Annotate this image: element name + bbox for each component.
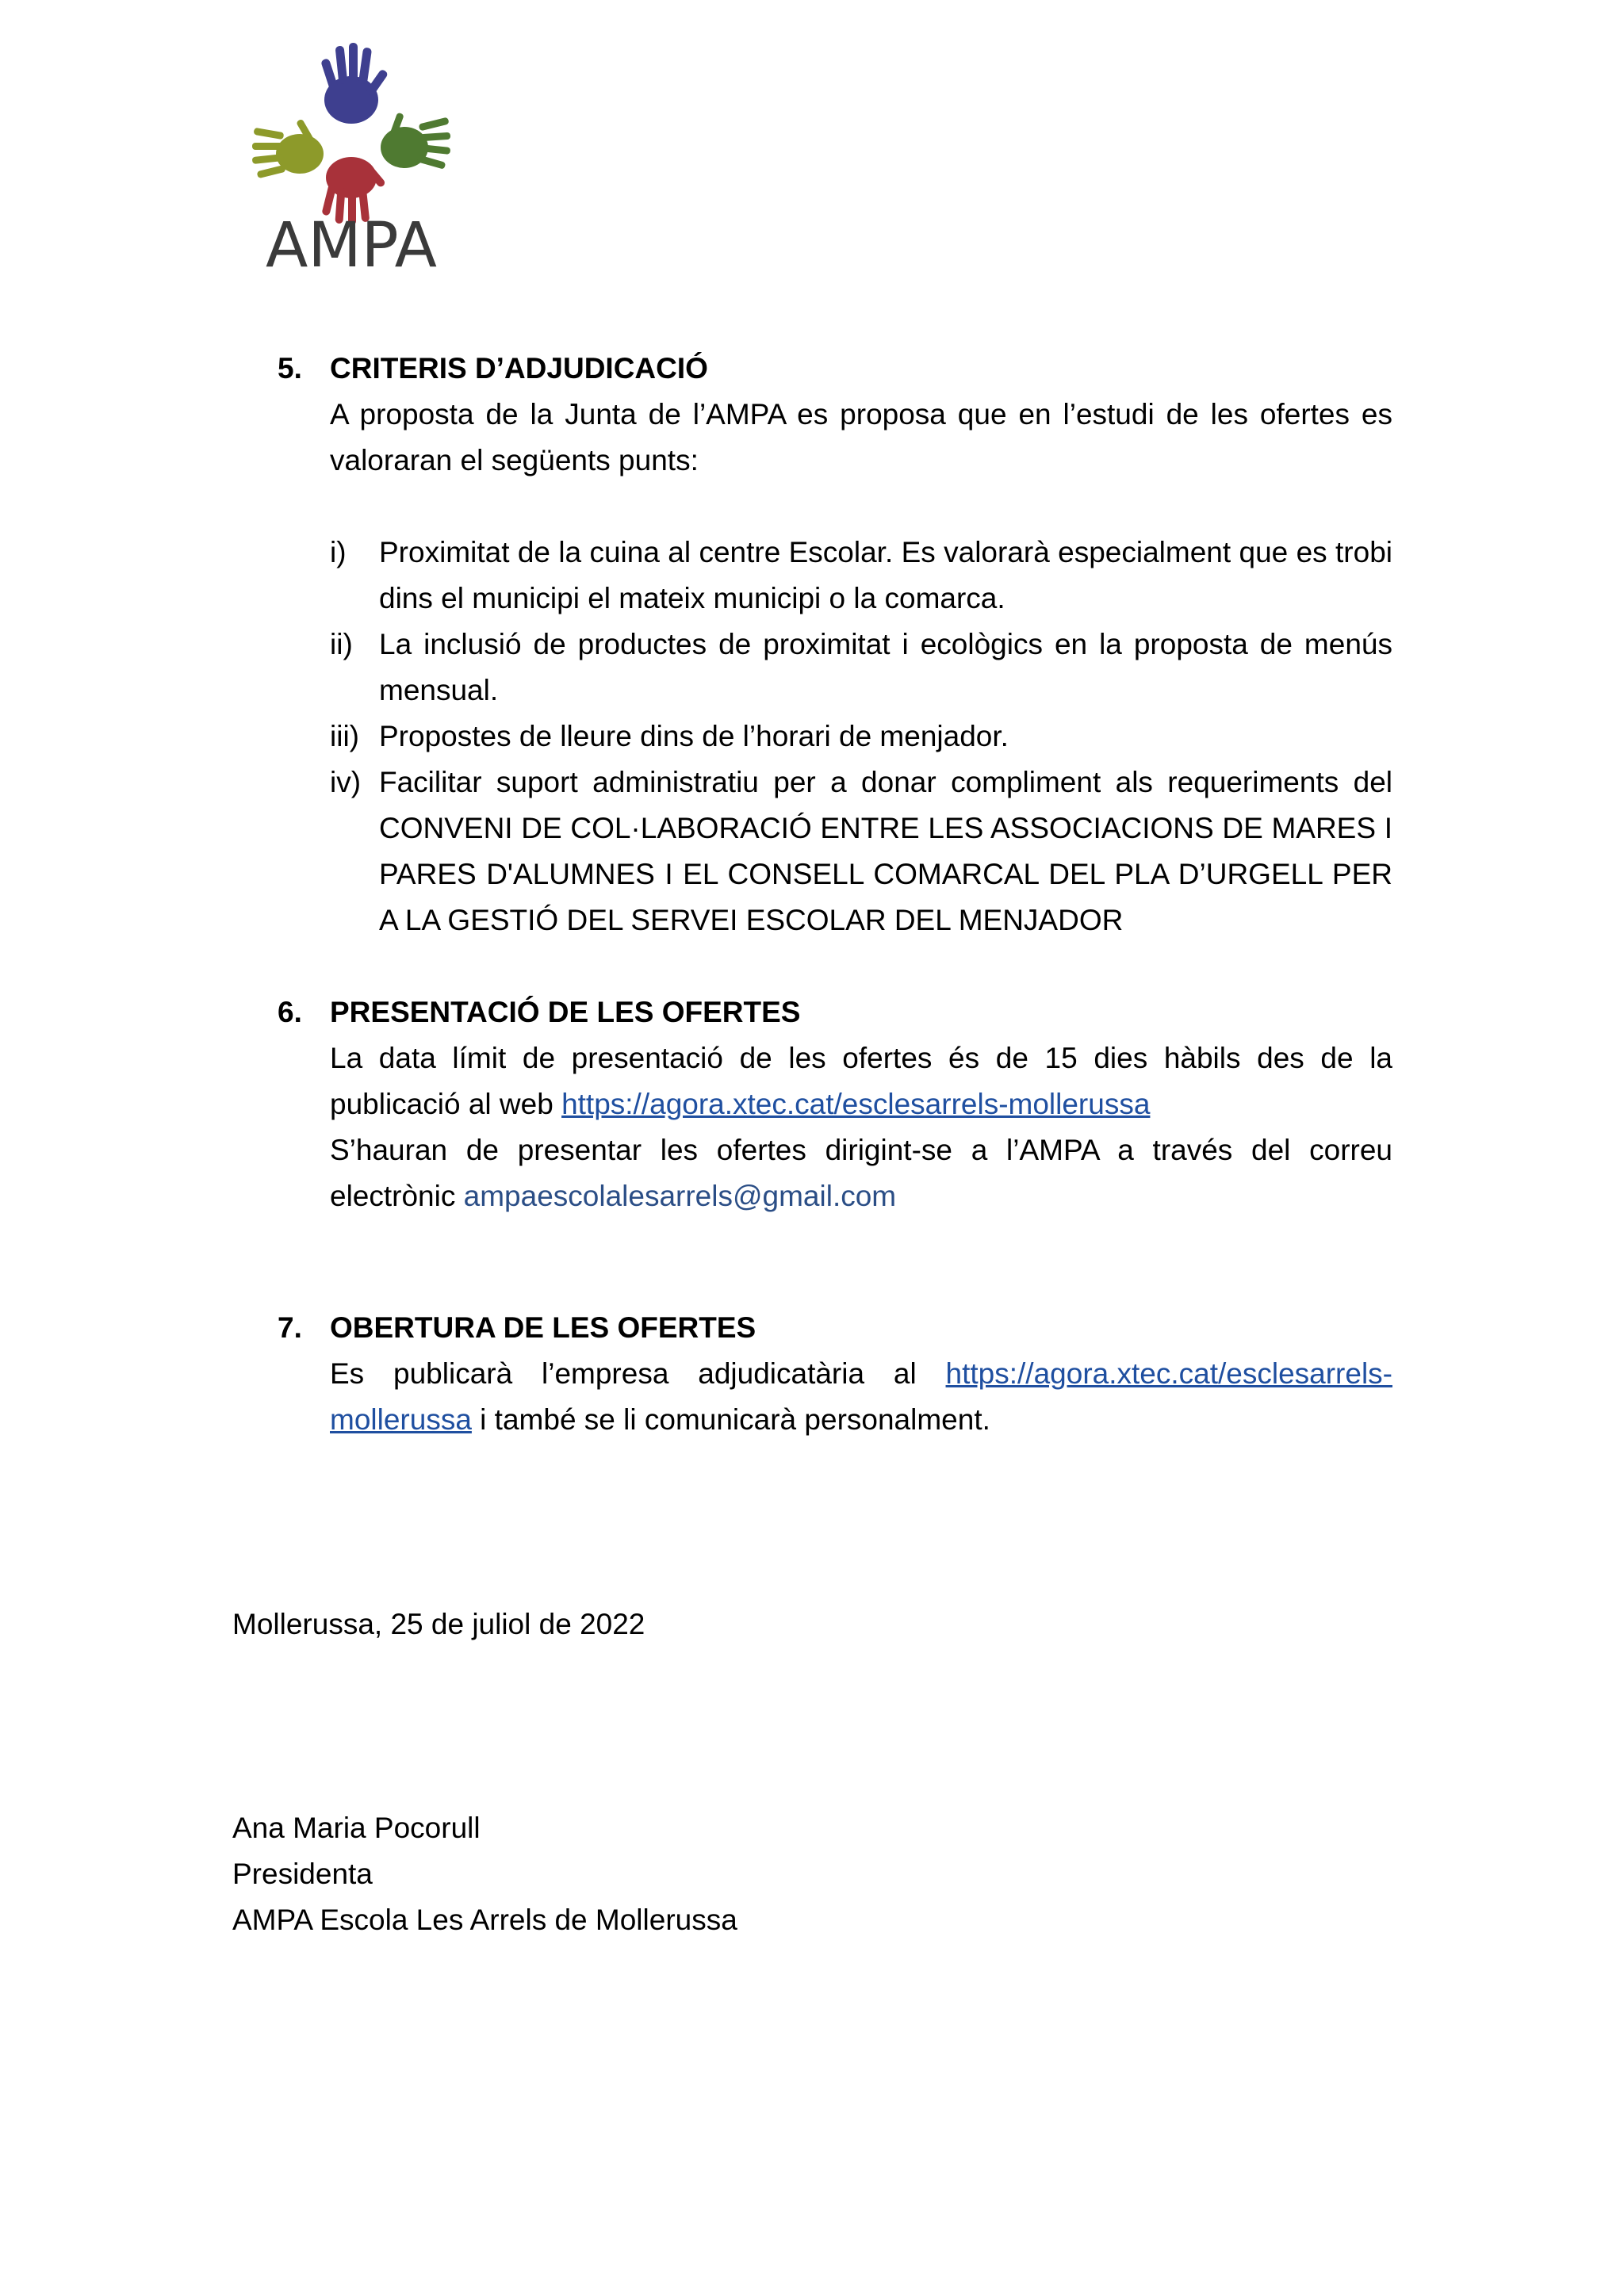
submission-text: S’hauran de presentar les ofertes dirigint-se a l’AMPA a través del correu electrònic [330,1134,1392,1212]
section-number: 5. [278,352,302,385]
list-item-text: La inclusió de productes de proximitat i ecològics en la proposta de menús mensual. [379,628,1392,706]
list-item-number: iv) [330,766,362,798]
signatory-organization: AMPA Escola Les Arrels de Mollerussa [232,1904,737,1936]
criteria-list [330,530,1392,943]
section-number: 7. [278,1311,302,1344]
section-5-heading [278,346,1392,392]
list-item-number: i) [330,536,347,568]
section-number: 6. [278,996,302,1028]
section-7-body [330,1351,1392,1443]
section-title: CRITERIS D’ADJUDICACIÓ [330,352,708,385]
section-7 [278,1305,1392,1443]
signatory-name: Ana Maria Pocorull [232,1812,481,1844]
section-7-heading [278,1305,1392,1351]
section-6 [278,989,1392,1219]
publication-paragraph [330,1351,1392,1443]
publication-tail: i també se li comunicarà personalment. [471,1403,990,1436]
signatory-role: Presidenta [232,1858,373,1890]
ampa-logo [252,36,450,282]
date-line: Mollerussa, 25 de juliol de 2022 [232,1608,645,1640]
website-link[interactable]: https://agora.xtec.cat/esclesarrels-mollerussa [330,1357,1392,1436]
email-address[interactable]: ampaescolalesarrels@gmail.com [463,1180,897,1212]
list-item-number: iii) [330,720,359,752]
publication-text: Es publicarà l’empresa adjudicatària al [330,1357,946,1390]
hands-logo-graphic [252,36,450,282]
section-5 [278,346,1392,943]
list-item [330,530,1392,622]
section-5-intro: A proposta de la Junta de l’AMPA es proposa que en l’estudi de les ofertes es valoraran el següents punts: [330,398,1392,476]
submission-paragraph [330,1127,1392,1219]
signature-block [232,1805,737,1943]
list-item [330,760,1392,943]
section-title: PRESENTACIÓ DE LES OFERTES [330,996,801,1028]
section-title: OBERTURA DE LES OFERTES [330,1311,756,1344]
logo-text: AMPA [265,210,438,281]
list-item-text: Facilitar suport administratiu per a donar compliment als requeriments del CONVENI DE COL·LABORACIÓ ENTRE LES ASSOCIACIONS DE MARES I PARES D'ALUMNES I EL CONSELL COMARCAL DEL PLA D’URGELL PER A LA GESTIÓ DEL SERVEI ESCOLAR DEL MENJADOR [379,766,1392,936]
list-item [330,622,1392,714]
list-item-number: ii) [330,628,353,660]
list-item [330,714,1392,760]
list-item-text: Proximitat de la cuina al centre Escolar. Es valorarà especialment que es trobi dins el municipi el mateix municipi o la comarca. [379,536,1392,614]
section-6-body [330,1035,1392,1219]
deadline-text: La data límit de presentació de les ofertes és de 15 dies hàbils des de la publicació al web [330,1042,1392,1120]
deadline-paragraph [330,1035,1392,1127]
list-item-text: Propostes de lleure dins de l’horari de menjador. [379,720,1009,752]
website-link[interactable]: https://agora.xtec.cat/esclesarrels-mollerussa [561,1088,1151,1120]
section-6-heading [278,989,1392,1035]
